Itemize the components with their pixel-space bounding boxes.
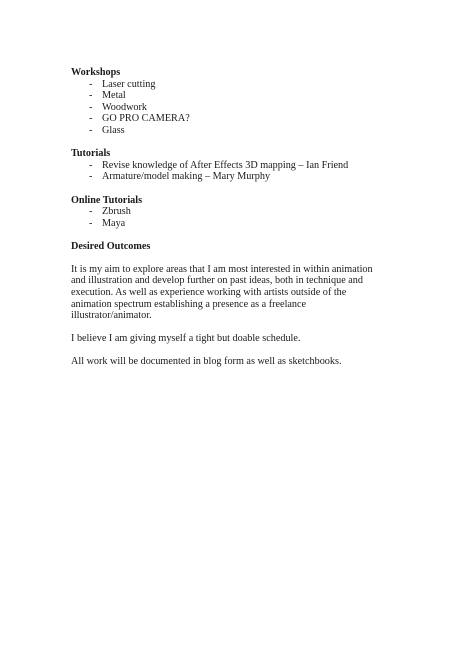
section-heading: Online Tutorials <box>71 194 143 206</box>
list-item-text: Revise knowledge of After Effects 3D mapping – Ian Friend <box>102 159 349 171</box>
list-item <box>71 171 391 183</box>
list-item <box>71 218 391 230</box>
outcomes-paragraph <box>71 264 391 322</box>
list-item <box>71 79 391 91</box>
section-desired-outcomes <box>71 241 391 368</box>
spacer <box>71 322 391 333</box>
bullet-list <box>71 160 391 183</box>
section-online-tutorials <box>71 195 391 230</box>
bullet-dash: - <box>89 206 93 218</box>
schedule-paragraph: I believe I am giving myself a tight but doable schedule. <box>71 333 301 345</box>
spacer <box>71 253 391 264</box>
list-item-text: Woodwork <box>102 101 148 113</box>
document-body <box>71 67 391 368</box>
spacer <box>71 229 391 241</box>
list-item-text: Zbrush <box>102 206 131 218</box>
bullet-dash: - <box>89 217 93 229</box>
section-heading: Tutorials <box>71 148 111 160</box>
paragraph-line: It is my aim to explore areas that I am most interested in within animation <box>71 263 373 275</box>
spacer <box>71 137 391 149</box>
bullet-dash: - <box>89 159 93 171</box>
bullet-dash: - <box>89 78 93 90</box>
bullet-dash: - <box>89 171 93 183</box>
paragraph-line: execution. As well as experience working with artists outside of the <box>71 287 347 299</box>
list-item <box>71 206 391 218</box>
bullet-dash: - <box>89 101 93 113</box>
bullet-dash: - <box>89 90 93 102</box>
spacer <box>71 183 391 195</box>
bullet-list <box>71 206 391 229</box>
list-item <box>71 113 391 125</box>
list-item-text: Metal <box>102 90 126 102</box>
bullet-list <box>71 79 391 137</box>
list-item-text: GO PRO CAMERA? <box>102 113 190 125</box>
list-item-text: Maya <box>102 217 126 229</box>
list-item <box>71 160 391 172</box>
list-item-text: Glass <box>102 124 125 136</box>
bullet-dash: - <box>89 124 93 136</box>
paragraph-line: animation spectrum establishing a presence as a freelance <box>71 298 307 310</box>
bullet-dash: - <box>89 113 93 125</box>
paragraph-line: and illustration and develop further on past ideas, both in technique and <box>71 275 363 287</box>
spacer <box>71 345 391 356</box>
list-item <box>71 90 391 102</box>
section-heading: Workshops <box>71 67 121 78</box>
list-item-text: Laser cutting <box>102 78 156 90</box>
list-item <box>71 102 391 114</box>
documentation-paragraph: All work will be documented in blog form as well as sketchbooks. <box>71 356 342 368</box>
section-tutorials <box>71 148 391 183</box>
list-item-text: Armature/model making – Mary Murphy <box>102 171 271 183</box>
list-item <box>71 125 391 137</box>
section-heading: Desired Outcomes <box>71 240 151 252</box>
section-workshops <box>71 67 391 137</box>
paragraph-line: illustrator/animator. <box>71 310 152 322</box>
